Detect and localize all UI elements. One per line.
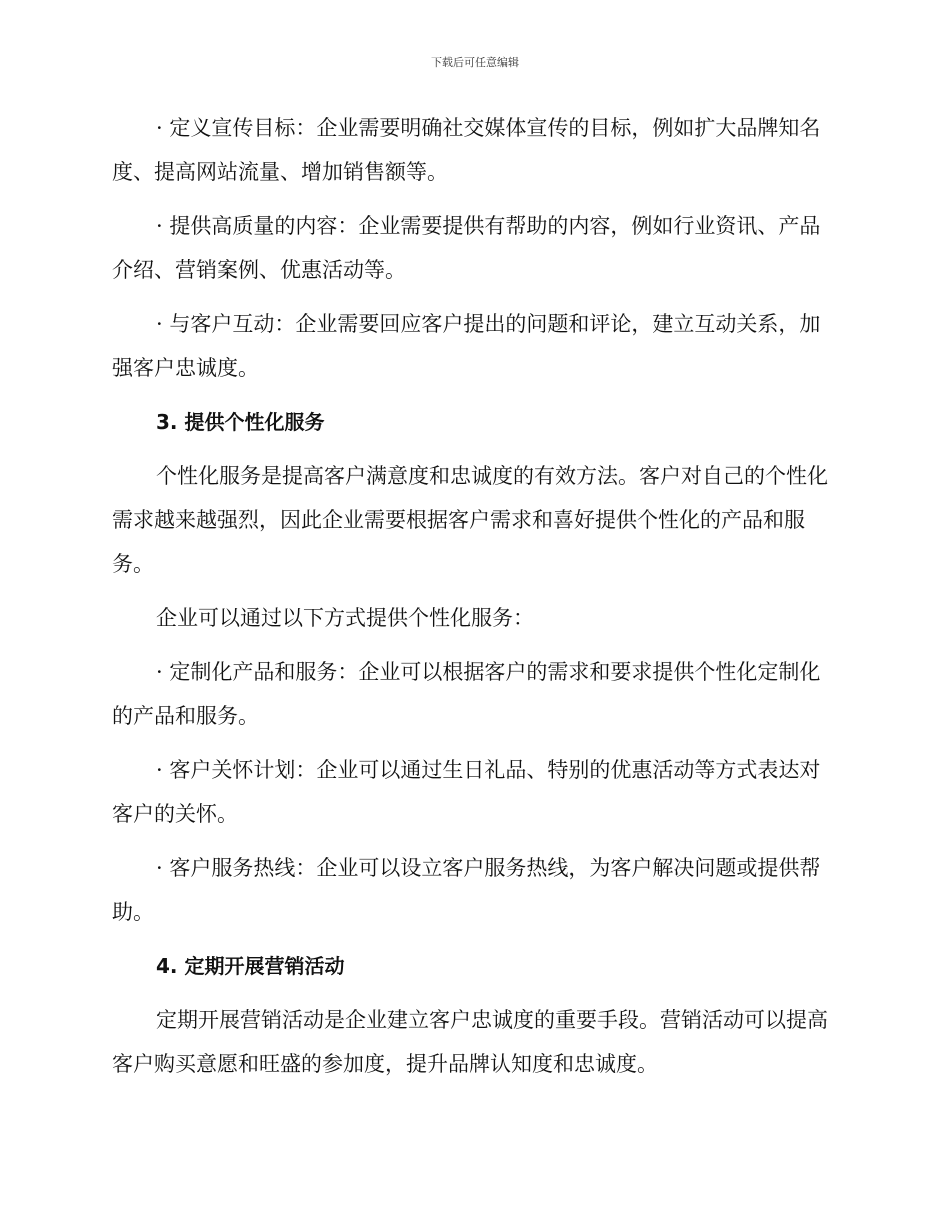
bullet-care-plan: · 客户关怀计划：企业可以通过生日礼品、特别的优惠活动等方式表达对客户的关怀。: [112, 758, 821, 826]
document-body: [112, 106, 832, 1096]
paragraph-ways-intro: 企业可以通过以下方式提供个性化服务：: [156, 606, 534, 630]
bullet-customized-products: · 定制化产品和服务：企业可以根据客户的需求和要求提供个性化定制化的产品和服务。: [112, 660, 821, 728]
paragraph-personalized-service: 个性化服务是提高客户满意度和忠诚度的有效方法。客户对自己的个性化需求越来越强烈，因此企业需要根据客户需求和喜好提供个性化的产品和服务。: [112, 464, 828, 576]
paragraph-marketing-activities: 定期开展营销活动是企业建立客户忠诚度的重要手段。营销活动可以提高客户购买意愿和旺盛的参加度，提升品牌认知度和忠诚度。: [112, 1008, 828, 1076]
section-heading-4: 4. 定期开展营销活动: [156, 954, 345, 978]
page-header: 下载后可任意编辑: [431, 56, 519, 69]
bullet-service-hotline: · 客户服务热线：企业可以设立客户服务热线，为客户解决问题或提供帮助。: [112, 856, 821, 924]
bullet-customer-interaction: · 与客户互动：企业需要回应客户提出的问题和评论，建立互动关系，加强客户忠诚度。: [112, 312, 821, 380]
bullet-quality-content: · 提供高质量的内容：企业需要提供有帮助的内容，例如行业资讯、产品介绍、营销案例、优惠活动等。: [112, 214, 821, 282]
bullet-define-goal: · 定义宣传目标：企业需要明确社交媒体宣传的目标，例如扩大品牌知名度、提高网站流量、增加销售额等。: [112, 116, 821, 184]
section-heading-3: 3. 提供个性化服务: [156, 410, 325, 434]
